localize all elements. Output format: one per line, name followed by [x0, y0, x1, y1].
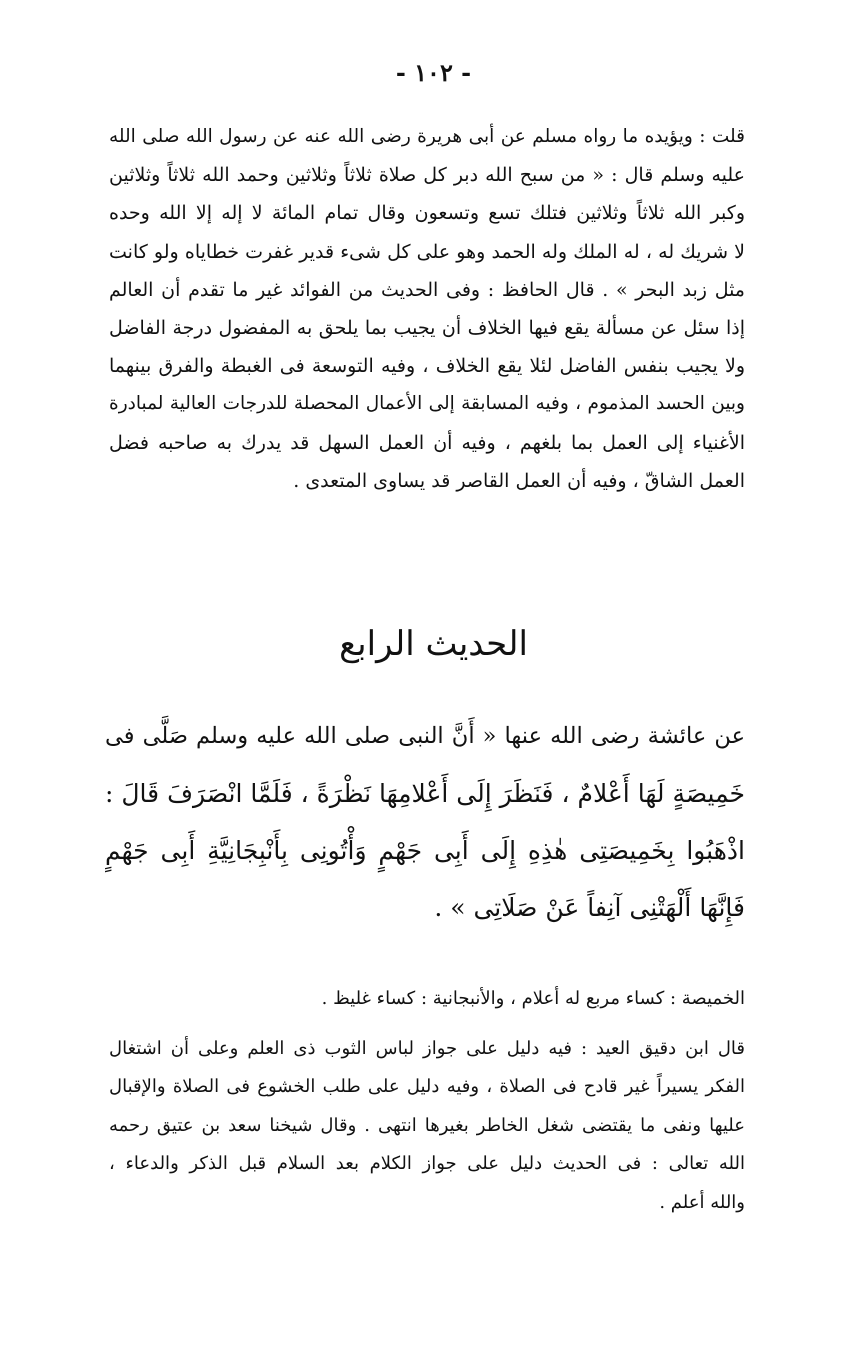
text-line: عليه وسلم قال : « من سبح الله دبر كل صلاة ثلاثاً وثلاثين وحمد الله ثلاثاً وثلاثين	[109, 164, 745, 187]
page-number: - ١٠٢ -	[395, 58, 472, 87]
text-line: عليها ونفى ما يقتضى شغل الخاطر بغيرها انتهى . وقال شيخنا سعد بن عتيق رحمه	[109, 1114, 745, 1136]
text-line: والله أعلم .	[659, 1191, 745, 1213]
text-line: العمل الشاقّ ، وفيه أن العمل القاصر قد يساوى المتعدى .	[293, 469, 745, 492]
text-line: مثل زبد البحر » . قال الحافظ : وفى الحديث من الفوائد غير ما تقدم أن العالم	[109, 278, 745, 301]
text-line: الفكر يسيراً غير قادح فى الصلاة ، وفيه دليل على طلب الخشوع فى الصلاة والإقبال	[109, 1076, 745, 1098]
text-line: لا شريك له ، له الملك وله الحمد وهو على كل شىء قدير غفرت خطاياه ولو كانت	[109, 240, 745, 263]
hadith-line: عن عائشة رضى الله عنها « أَنَّ النبى صلى الله عليه وسلم صَلَّى فى	[105, 723, 745, 749]
text-line: ولا يجيب بنفس الفاضل لئلا يقع الخلاف ، وفيه التوسعة فى الغبطة والفرق بينهما	[109, 355, 745, 378]
text-line: قال ابن دقيق العيد : فيه دليل على جواز لباس الثوب ذى العلم وعلى أن اشتغال	[109, 1038, 745, 1059]
text-line: إذا سئل عن مسألة يقع فيها الخلاف أن يجيب بما يلحق به المفضول درجة الفاضل	[109, 317, 745, 340]
text-line: وكبر الله ثلاثاً وثلاثين فتلك تسع وتسعون وقال تمام المائة لا إله إلا الله وحده	[109, 202, 745, 225]
hadith-line: خَمِيصَةٍ لَهَا أَعْلامٌ ، فَنَظَرَ إِلَى أَعْلامِهَا نَظْرَةً ، فَلَمَّا انْصَرَفَ قَالَ :	[105, 779, 745, 808]
glossary-note: الخميصة : كساء مربع له أعلام ، والأنبجانية : كساء غليظ .	[321, 988, 745, 1009]
text-line: وبين الحسد المذموم ، وفيه المسابقة إلى الأعمال المحصلة للدرجات العالية لمبادرة	[109, 393, 745, 415]
text-line: الأغنياء إلى العمل بما بلغهم ، وفيه أن العمل السهل قد يدرك به صاحبه فضل	[109, 431, 745, 454]
text-line: قلت : ويؤيده ما رواه مسلم عن أبى هريرة رضى الله عنه عن رسول الله صلى الله	[109, 126, 745, 147]
section-title: الحديث الرابع	[339, 624, 528, 664]
text-line: الله تعالى : فى الحديث دليل على جواز الكلام بعد السلام قبل الذكر والدعاء ،	[109, 1153, 745, 1175]
commentary-paragraph	[109, 118, 745, 500]
hadith-line: فَإِنَّهَا أَلْهَتْنِى آنِفاً عَنْ صَلَاتِى » .	[434, 893, 745, 922]
hadith-line: اذْهَبُوا بِخَمِيصَتِى هٰذِهِ إِلَى أَبِى جَهْمٍ وَأْتُونِى بِأَنْبِجَانِيَّةِ أَبِى جَهْمٍ	[105, 836, 745, 865]
hadith-text	[105, 708, 745, 936]
commentary-paragraph	[109, 1030, 745, 1222]
